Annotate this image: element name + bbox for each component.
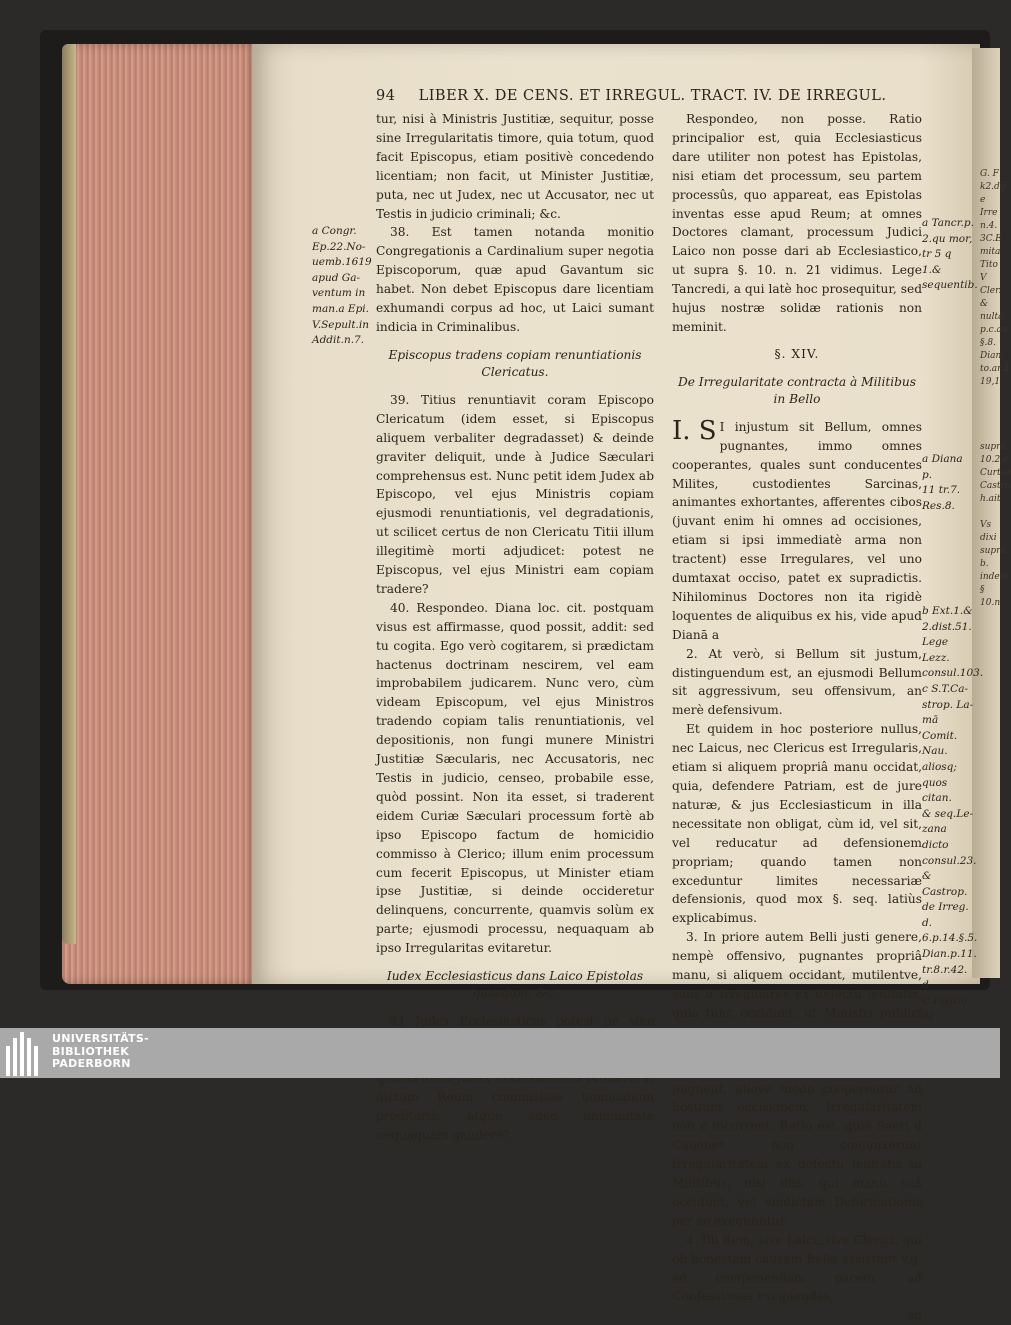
library-footer-bar bbox=[0, 1028, 1000, 1078]
body-paragraph: Et quidem in hoc posteriore nullus, nec Laicus, nec Clericus est Irregularis, etiam si aliquem propriâ manu occidat, quia, defendere Patriam, est de jure naturæ, & jus Ecclesiasticum in illa necessitate non obligat, cùm id, vel sit, vel reducatur ad defensionem propriam; quando tamen non exceduntur limites necessariæ defensionis, quod mox §. seq. latiùs explicabimus. bbox=[672, 722, 922, 926]
margin-note-right-3: b Ext.1.& 2.dist.51. Lege Lezz. consul.103. c S.T.Ca- strop. La- mā Comit. Nau. aliosq; quos citan. & seq.Le- zana dicto consul.23. & Castrop. de Irreg. d. 6.p.14.§.5. Dian.p.11. tr.8.r.42. d C.Petitio de bbox=[922, 605, 984, 1023]
library-name-line-3: PADERBORN bbox=[52, 1057, 131, 1070]
body-paragraph: 4. Illi item, sive Laici, sive Clerici, qui ob honestam causam Bello assistunt v.g. ad componendam pacem, ad Confessiones excipiendas, bbox=[672, 1232, 922, 1304]
section-heading: De Irregularitate contracta à Militibus in Bello bbox=[677, 374, 917, 406]
library-logo-icon bbox=[6, 1030, 46, 1076]
cover-spine bbox=[62, 44, 76, 944]
library-name-line-1: UNIVERSITÄTS- bbox=[52, 1032, 149, 1045]
margin-note-right-1: a Tancr.p. 2.qu mor, tr 5 q 1.& sequentib. bbox=[922, 217, 978, 292]
body-paragraph: 41 Judex Ecclesiasticus potest ne sine dictum Reum commisisse homicidium proditoriè, atque adeo immunitate nequaquam gaudere? bbox=[376, 1014, 654, 1142]
body-paragraph: Respondeo, non posse. Ratio principalior est, quia Ecclesiasticus dare utiliter non potest has Epistolas, nisi etiam det processum, seu partem processûs, quo appareat, eas Epistolas inventas esse apud Reum; at omnes Doctores clamant, processum Judici Laico non posse dari ab Ecclesiastico, ut supra §. 10. n. 21 vidimus. Lege Tancredi, a qui latè hoc prosequitur, sed hujus nostræ solidæ rationis non meminit. bbox=[672, 112, 922, 334]
margin-note-left: a Congr. Ep.22.No- uemb.1619 apud Ga- ventum in man.a Epi. V.Sepult.in Addit.n.7. bbox=[312, 225, 372, 347]
body-paragraph: 39. Titius renuntiavit coram Episcopo Clericatum (idem esset, si Episcopus aliquem verbaliter degradasset) & deinde graviter deliquit, unde à Judice Sæculari comprehensus est. Nunc petit idem Judex ab Episcopo, vel ejus Ministris copiam ejusmodi renuntiationis, vel degradationis, ut scilicet certus de non Clericatu Titii illum illegitimè morti adjudicet: potest ne Episcopus, vel ejus Ministri eam copiam tradere? bbox=[376, 392, 654, 596]
catchword: ad bbox=[906, 1308, 922, 1323]
body-paragraph: 3. In priore autem Belli justi genere, nempè offensivo, pugnantes propriâ manu, si aliquem occidant, mutilentve, sunt b Irregulares ex defectu lenitatis, quia tunc occidunt, ut Ministri publici pugnent, aliove modo cooperentur ad hostium occisionem, Irregularitatem non c incurrent. Ratio est, quia Sacri d Canones non conjunxerunt Irregularitatem ex defectu lenitatis in Militibus, nisi illis, qui manu suâ occidunt, vel vindictam Deformationis per se exequuntur. bbox=[672, 930, 922, 1228]
next-page-text: G. F k2.dif e Irre n.4. 3C.E. mita Tito V Cler. & nulta p.c.au §.8. Dian. to.ar.2 19,1. supra 10.2.e. Curtae Castro h.ait. Vs dixi supra b. indem § 10.n. bbox=[980, 169, 1011, 608]
left-text-column bbox=[376, 110, 654, 1144]
margin-note-right-2: a Diana p. 11 tr.7. Res.8. bbox=[922, 453, 963, 512]
page-edges bbox=[62, 44, 258, 984]
running-title: LIBER X. DE CENS. ET IRREGUL. TRACT. IV. DE IRREGUL. bbox=[418, 88, 887, 104]
body-paragraph: 40. Respondeo. Diana loc. cit. postquam visus est affirmasse, quod possit, addit: sed tu cogita. Ego verò cogitarem, si prædictam hactenus doctrinam nescirem, vel eam improbabilem judicarem. Nunc vero, cùm videam Episcopum, vel ejus Ministros tradendo copiam talis renuntiationis, vel depositionis, non fungi munere Ministri Justitiæ Sæcularis, nec Accusatoris, nec Testis in judicio, censeo, probabile esse, quòd possint. Non ita esset, si traderent eidem Curiæ Sæculari processum fortè ab ipso Episcopo factum de homicidio commisso à Clerico; illum enim processum cum fecerit Episcopus, ut Minister etiam ipse Justitiæ, si deinde occideretur delinquens, concurrente, quamvis solùm ex parte; ejusmodi processu, nequaquam ab ipso Irregularitas evitaretur. bbox=[376, 600, 654, 956]
section-heading: Iudex Ecclesiasticus dans Laico Epistolas quasdam, &c. bbox=[386, 969, 644, 1001]
body-paragraph: tur, nisi à Ministris Justitiæ, sequitur, posse sine Irregularitatis timore, quia totum, quod facit Episcopus, etiam positivè concedendo licentiam; non facit, ut Minister Justitiæ, puta, nec ut Judex, nec ut Accusator, nec ut Testis in judicio criminali; &c. bbox=[376, 112, 654, 221]
page-number: 94 bbox=[376, 88, 396, 104]
running-header bbox=[376, 88, 896, 108]
next-page-fragment bbox=[972, 48, 1011, 978]
paragraph-text: I injustum sit Bellum, omnes pugnantes, immo omnes cooperantes, quales sunt conducentes Milites, custodientes Sarcinas, animantes exhortantes, afferentes cibos (juvant enim hi omnes ad occisiones, etiam si ipsi immediatè arma non tractent) esse Irregulares, vel uno dumtaxat occiso, patet ex supradictis. Nihilominus Doctores non ita rigidè loquentes de aliquibus ex his, vide apud Dianā a bbox=[672, 419, 922, 642]
body-paragraph: 2. At verò, si Bellum sit justum, distinguendum est, an ejusmodi Bellum sit aggressivum, seu offensivum, an merè defensivum. bbox=[672, 646, 922, 718]
library-name bbox=[52, 1033, 149, 1071]
body-paragraph: 38. Est tamen notanda monitio Congregationis a Cardinalium super negotia Episcoporum, quæ apud Gavantum sic habet. Non debet Episcopus dare licentiam exhumandi corpus ad hoc, ut Laici sumant indicia in Criminalibus. bbox=[376, 225, 654, 334]
right-text-column bbox=[672, 110, 922, 1325]
body-paragraph bbox=[672, 415, 922, 645]
drop-cap: I. S bbox=[672, 415, 717, 446]
library-name-line-2: BIBLIOTHEK bbox=[52, 1044, 130, 1058]
section-number: §. XIV. bbox=[774, 346, 820, 361]
section-heading: Episcopus tradens copiam renuntiationis Clericatus. bbox=[388, 347, 642, 379]
